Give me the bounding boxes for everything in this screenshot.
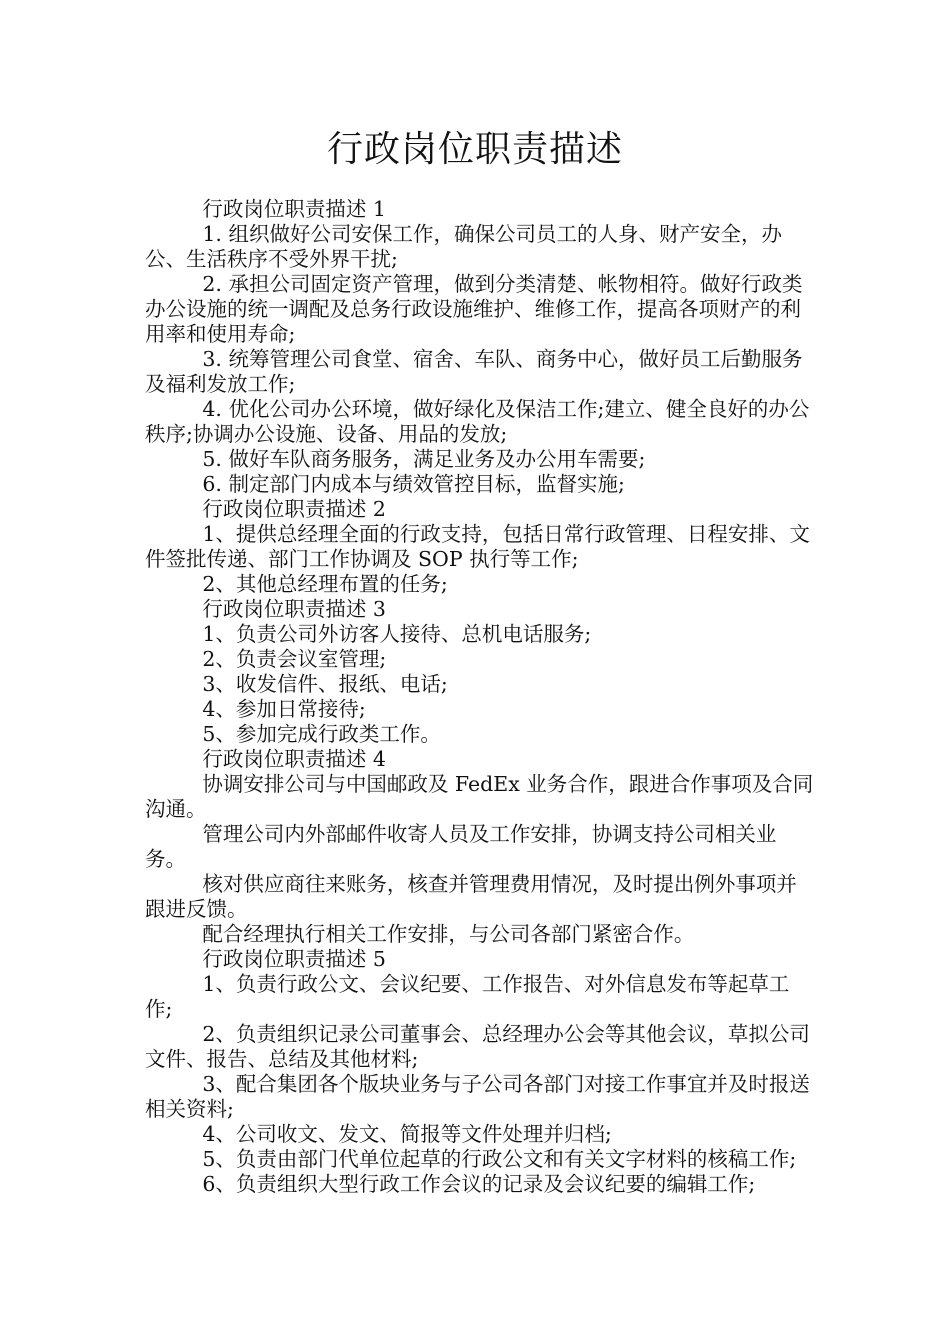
paragraph: 3. 统筹管理公司食堂、宿舍、车队、商务中心，做好员工后勤服务及福利发放工作;: [145, 347, 803, 396]
paragraph: 管理公司内外部邮件收寄人员及工作安排，协调支持公司相关业务。: [145, 822, 777, 871]
section-heading-1: 行政岗位职责描述 1: [202, 197, 386, 221]
section-heading-5: 行政岗位职责描述 5: [202, 947, 386, 971]
paragraph: 5、参加完成行政类工作。: [202, 722, 441, 746]
section-heading-4: 行政岗位职责描述 4: [202, 747, 386, 771]
paragraph: 配合经理执行相关工作安排，与公司各部门紧密合作。: [202, 922, 695, 946]
paragraph: 核对供应商往来账务，核查并管理费用情况，及时提出例外事项并跟进反馈。: [145, 872, 797, 921]
paragraph: 2. 承担公司固定资产管理，做到分类清楚、帐物相符。做好行政类办公设施的统一调配及总务行政设施维护、维修工作，提高各项财产的利用率和使用寿命;: [145, 272, 803, 346]
paragraph: 3、配合集团各个版块业务与子公司各部门对接工作事宜并及时报送相关资料;: [145, 1072, 810, 1121]
paragraph: 6. 制定部门内成本与绩效管控目标，监督实施;: [202, 472, 625, 496]
section-heading-2: 行政岗位职责描述 2: [202, 497, 386, 521]
paragraph: 协调安排公司与中国邮政及 FedEx 业务合作，跟进合作事项及合同沟通。: [145, 772, 814, 821]
document-body: [145, 197, 815, 1197]
paragraph: 4、公司收文、发文、简报等文件处理并归档;: [202, 1122, 612, 1146]
paragraph: 5. 做好车队商务服务，满足业务及办公用车需要;: [202, 447, 646, 471]
section-heading-3: 行政岗位职责描述 3: [202, 597, 386, 621]
paragraph: 2、其他总经理布置的任务;: [202, 572, 448, 596]
paragraph: 2、负责组织记录公司董事会、总经理办公会等其他会议，草拟公司文件、报告、总结及其他材料;: [145, 1022, 810, 1071]
paragraph: 4. 优化公司办公环境，做好绿化及保洁工作;建立、健全良好的办公秩序;协调办公设施、设备、用品的发放;: [145, 397, 810, 446]
document-title: 行政岗位职责描述: [326, 129, 623, 170]
paragraph: 4、参加日常接待;: [202, 697, 366, 721]
paragraph: 1. 组织做好公司安保工作，确保公司员工的人身、财产安全，办公、生活秩序不受外界干扰;: [145, 222, 782, 271]
paragraph: 6、负责组织大型行政工作会议的记录及会议纪要的编辑工作;: [202, 1172, 756, 1196]
paragraph: 1、提供总经理全面的行政支持，包括日常行政管理、日程安排、文件签批传递、部门工作协调及 SOP 执行等工作;: [145, 522, 810, 571]
paragraph: 5、负责由部门代单位起草的行政公文和有关文字材料的核稿工作;: [202, 1147, 797, 1171]
paragraph: 1、负责行政公文、会议纪要、工作报告、对外信息发布等起草工作;: [145, 972, 790, 1021]
paragraph: 1、负责公司外访客人接待、总机电话服务;: [202, 622, 592, 646]
paragraph: 3、收发信件、报纸、电话;: [202, 672, 448, 696]
paragraph: 2、负责会议室管理;: [202, 647, 387, 671]
